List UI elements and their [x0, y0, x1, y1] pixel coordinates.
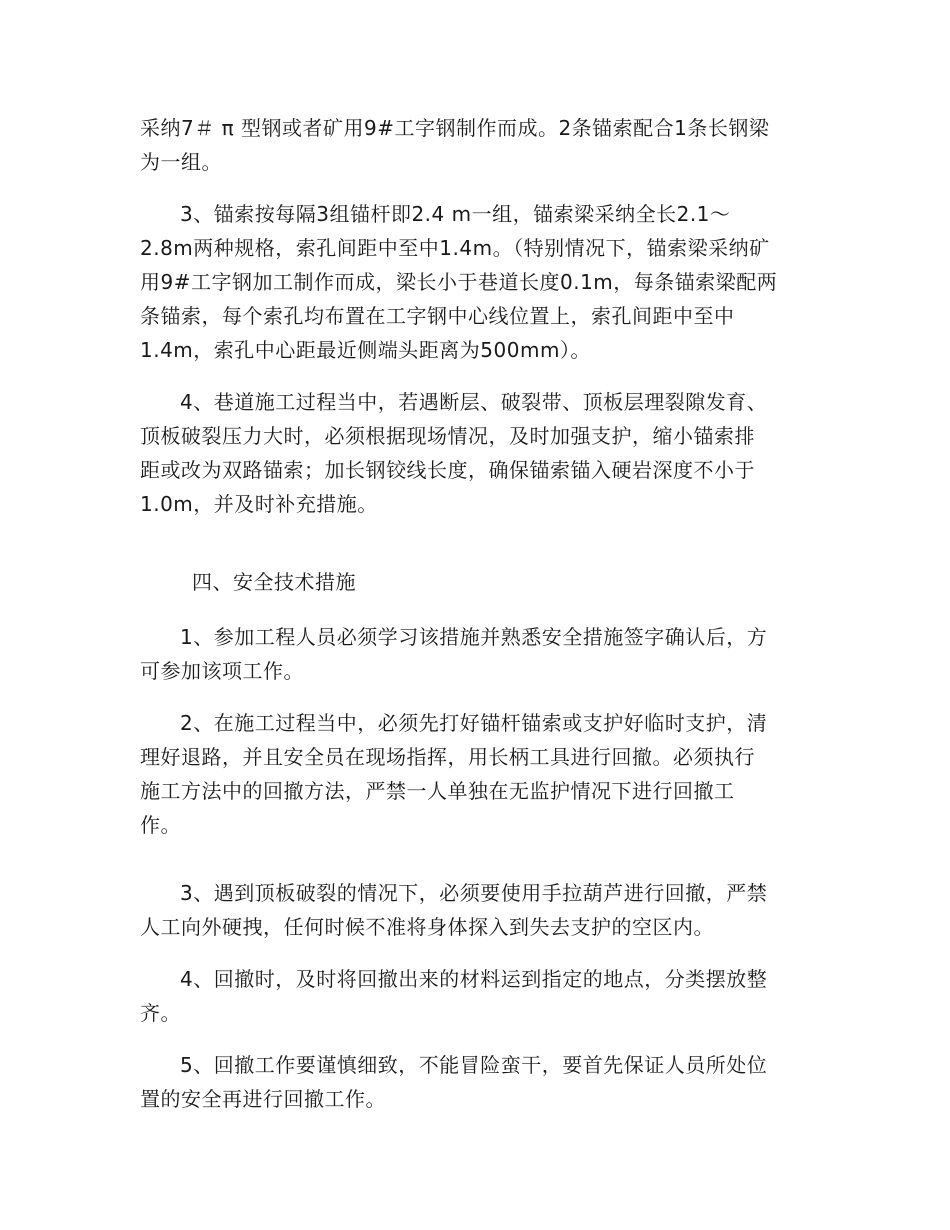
- text-line: 条锚索，每个索孔均布置在工字钢中心线位置上，索孔间距中至中: [140, 304, 735, 328]
- section-title: 四、安全技术措施: [192, 570, 356, 594]
- text-line: 理好退路，并且安全员在现场指挥，用长柄工具进行回撤。必须执行: [140, 745, 755, 769]
- text-line: 3、锚索按每隔3组锚杆即2.4 m一组，锚索梁采纳全长2.1～: [180, 202, 731, 226]
- text-line: 顶板破裂压力大时，必须根据现场情况，及时加强支护，缩小锚索排: [140, 424, 755, 448]
- text-line: 5、回撤工作要谨慎细致，不能冒险蛮干，要首先保证人员所处位: [180, 1053, 768, 1077]
- paragraph-item-4: [140, 385, 820, 521]
- text-line: 施工方法中的回撤方法，严禁一人单独在无监护情况下进行回撤工: [140, 779, 735, 803]
- paragraph-safety-5: [140, 1048, 820, 1116]
- text-line: 1、参加工程人员必须学习该措施并熟悉安全措施签字确认后，方: [180, 625, 768, 649]
- text-line: 为一组。: [140, 150, 222, 174]
- paragraph-safety-4: [140, 962, 820, 1030]
- paragraph-continuation: [140, 111, 820, 179]
- paragraph-safety-2: [140, 706, 820, 842]
- section-heading: [140, 565, 820, 599]
- text-line: 置的安全再进行回撤工作。: [140, 1087, 386, 1111]
- text-line: 2、在施工过程当中，必须先打好锚杆锚索或支护好临时支护，清: [180, 711, 768, 735]
- text-line: 1.4m，索孔中心距最近侧端头距离为500mm）。: [140, 338, 591, 362]
- text-line: 可参加该项工作。: [140, 659, 304, 683]
- text-line: 4、巷道施工过程当中，若遇断层、破裂带、顶板层理裂隙发育、: [180, 390, 768, 414]
- paragraph-item-3: [140, 197, 820, 367]
- paragraph-safety-3: [140, 876, 820, 944]
- text-line: 4、回撤时，及时将回撤出来的材料运到指定的地点，分类摆放整: [180, 967, 768, 991]
- text-line: 2.8m两种规格，索孔间距中至中1.4m。（特别情况下，锚索梁采纳矿: [140, 236, 770, 260]
- paragraph-safety-1: [140, 620, 820, 688]
- text-line: 1.0m，并及时补充措施。: [140, 492, 378, 516]
- text-line: 3、遇到顶板破裂的情况下，必须要使用手拉葫芦进行回撤，严禁: [180, 881, 768, 905]
- text-line: 人工向外硬拽，任何时候不准将身体探入到失去支护的空区内。: [140, 915, 714, 939]
- text-line: 齐。: [140, 1001, 181, 1025]
- text-line: 距或改为双路锚索；加长钢铰线长度，确保锚索锚入硬岩深度不小于: [140, 458, 755, 482]
- text-line: 用9#工字钢加工制作而成，梁长小于巷道长度0.1m，每条锚索梁配两: [140, 270, 778, 294]
- text-line: 作。: [140, 813, 181, 837]
- text-line: 采纳7＃ π 型钢或者矿用9#工字钢制作而成。2条锚索配合1条长钢梁: [140, 116, 770, 140]
